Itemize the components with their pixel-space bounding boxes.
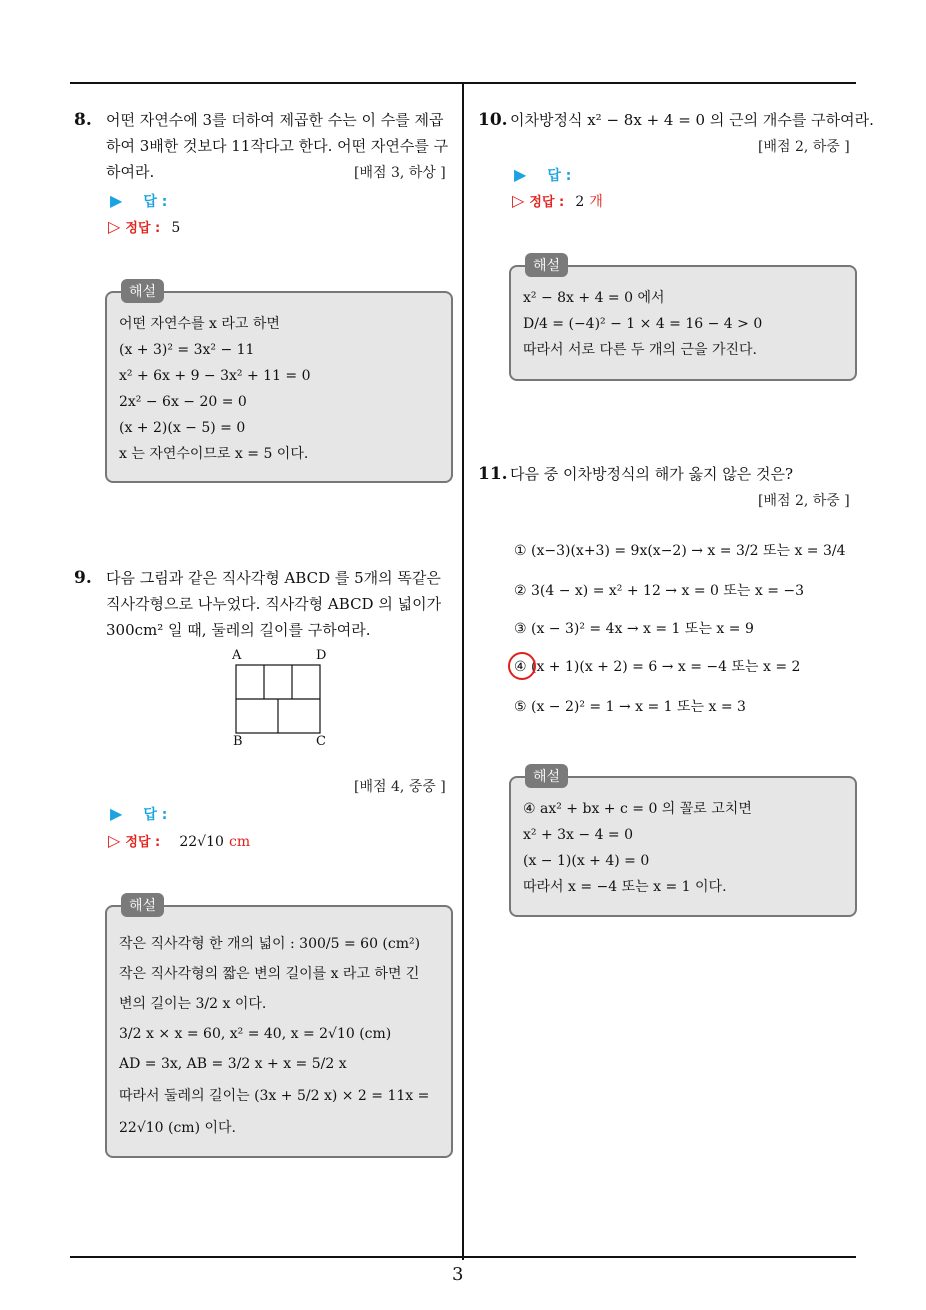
rectangle-figure [232,648,332,752]
q8-line3: 하여라. [106,163,155,181]
play-icon: ▶ [110,191,123,210]
solution-line: (x + 3)² = 3x² − 11 [119,342,255,358]
play-icon: ▶ [110,804,123,823]
correct-value: 22√10 [179,834,224,850]
bottom-rule [70,1256,856,1258]
solution-line: D/4 = (−4)² − 1 × 4 = 16 − 4 > 0 [523,316,763,332]
solution-line: 변의 길이는 3/2 x 이다. [119,996,267,1012]
outline-play-icon: ▷ [512,191,525,210]
q9-meta: [배점 4, 중중 ] [354,779,446,795]
q8-solution-box [105,284,453,483]
solution-tag: 해설 [525,253,568,277]
q9-solution-box [105,898,453,1158]
q10-solution-box [509,258,857,381]
solution-line: x² − 8x + 4 = 0 에서 [523,290,665,306]
vertex-a-label: A [232,648,242,663]
correct-label: 정답 : [125,835,161,850]
q11-option-1: ① (x−3)(x+3) = 9x(x−2) → x = 3/2 또는 x = 3/4 [514,543,846,559]
solution-line: 작은 직사각형 한 개의 넓이 : 300/5 = 60 (cm²) [119,936,421,952]
solution-tag: 해설 [121,893,164,917]
q9-line3: 300cm² 일 때, 둘레의 길이를 구하여라. [106,621,371,639]
solution-tag: 해설 [525,764,568,788]
q11-option-3: ③ (x − 3)² = 4x → x = 1 또는 x = 9 [514,621,754,637]
vertex-b-label: B [233,734,243,749]
q9-answer-row [110,804,167,824]
q8-correct-row [108,217,180,236]
q8-line1: 어떤 자연수에 3를 더하여 제곱한 수는 이 수를 제곱 [106,111,444,129]
q11-line1: 다음 중 이차방정식의 해가 옳지 않은 것은? [510,465,793,483]
q8-answer-row [110,191,167,211]
solution-line: ④ ax² + bx + c = 0 의 꼴로 고치면 [523,801,752,817]
q10-correct-row [512,191,603,211]
q11-solution-box [509,769,857,917]
solution-line: 2x² − 6x − 20 = 0 [119,394,247,410]
q10-meta: [배점 2, 하중 ] [758,139,850,155]
q9-number: 9. [74,568,92,588]
q10-number: 10. [478,110,508,130]
q8-number: 8. [74,110,92,130]
vertex-d-label: D [316,648,327,663]
correct-value: 5 [171,220,181,236]
q8-line2: 하여 3배한 것보다 11작다고 한다. 어떤 자연수를 구 [106,137,449,155]
solution-line: x 는 자연수이므로 x = 5 이다. [119,446,309,462]
solution-line: 3/2 x × x = 60, x² = 40, x = 2√10 (cm) [119,1026,392,1042]
q11-option-4: ④ (x + 1)(x + 2) = 6 → x = −4 또는 x = 2 [514,659,801,675]
play-icon: ▶ [514,165,527,184]
q11-number: 11. [478,464,508,484]
outline-play-icon: ▷ [108,217,121,236]
correct-value: 2 [575,194,585,210]
q9-correct-row [108,831,250,850]
solution-tag: 해설 [121,279,164,303]
outline-play-icon: ▷ [108,831,121,850]
correct-label: 정답 : [125,221,161,236]
q11-option-5: ⑤ (x − 2)² = 1 → x = 1 또는 x = 3 [514,699,746,715]
q11-meta: [배점 2, 하중 ] [758,493,850,509]
solution-line: 따라서 서로 다른 두 개의 근을 가진다. [523,342,758,358]
solution-line: AD = 3x, AB = 3/2 x + x = 5/2 x [119,1056,347,1072]
answer-label: 답 : [143,807,168,823]
q10-line1: 이차방정식 x² − 8x + 4 = 0 의 근의 개수를 구하여라. [510,111,874,129]
solution-line: (x + 2)(x − 5) = 0 [119,420,246,436]
solution-line: x² + 6x + 9 − 3x² + 11 = 0 [119,368,311,384]
answer-label: 답 : [143,194,168,210]
answer-label: 답 : [547,168,572,184]
correct-unit: cm [229,834,251,850]
solution-line: 따라서 x = −4 또는 x = 1 이다. [523,879,727,895]
answer-circle-mark [508,652,536,680]
correct-label: 정답 : [529,195,565,210]
q11-option-2: ② 3(4 − x) = x² + 12 → x = 0 또는 x = −3 [514,583,805,599]
solution-line: (x − 1)(x + 4) = 0 [523,853,650,869]
q9-line2: 직사각형으로 나누었다. 직사각형 ABCD 의 넓이가 [106,595,442,613]
q10-answer-row [514,165,571,185]
q8-meta: [배점 3, 하상 ] [354,165,446,181]
solution-line: 22√10 (cm) 이다. [119,1120,236,1136]
column-divider [462,82,464,1260]
solution-line: 따라서 둘레의 길이는 (3x + 5/2 x) × 2 = 11x = [119,1088,430,1104]
solution-line: 어떤 자연수를 x 라고 하면 [119,316,280,332]
vertex-c-label: C [316,734,326,749]
solution-line: x² + 3x − 4 = 0 [523,827,634,843]
solution-line: 작은 직사각형의 짧은 변의 길이를 x 라고 하면 긴 [119,966,420,982]
correct-unit: 개 [589,194,603,210]
q9-line1: 다음 그림과 같은 직사각형 ABCD 를 5개의 똑같은 [106,569,441,587]
page-number: 3 [452,1264,464,1285]
